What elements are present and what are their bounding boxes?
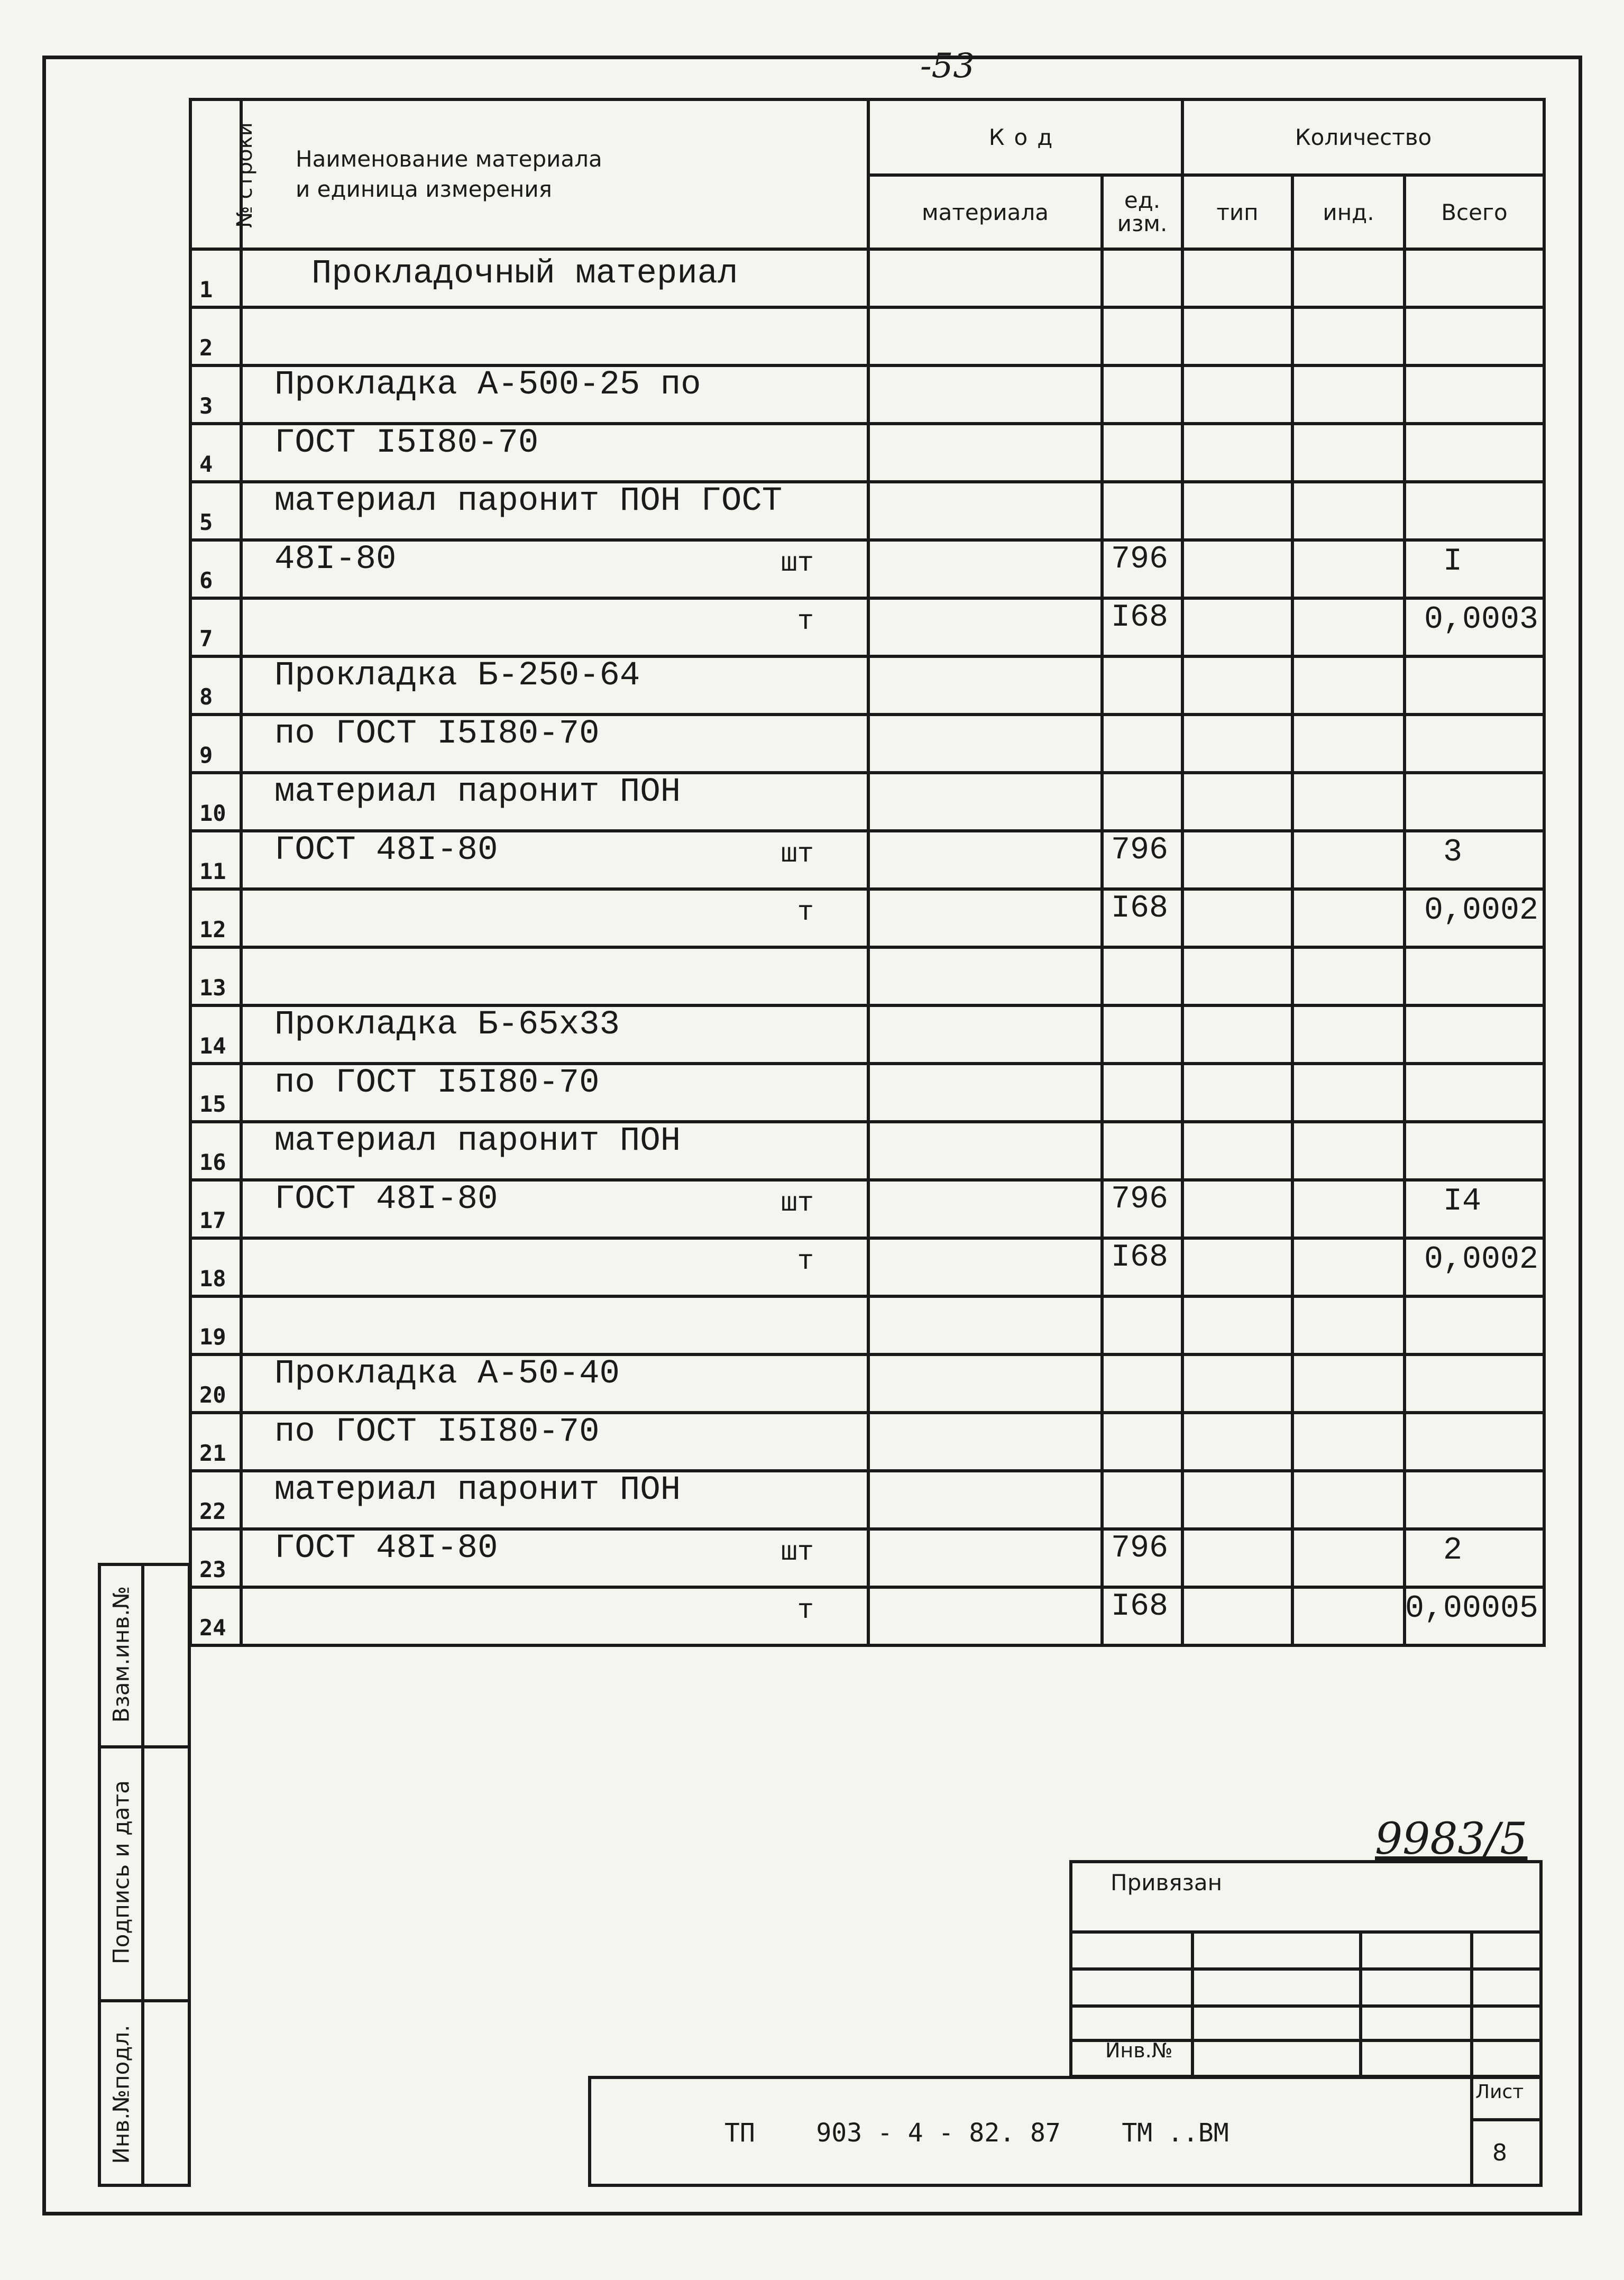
unit-code-cell: I68 xyxy=(1102,1587,1182,1645)
material-name-cell xyxy=(241,249,868,307)
table-row xyxy=(190,1064,1544,1122)
material-code-cell xyxy=(868,1064,1102,1122)
left-stamp-divider xyxy=(98,1745,191,1748)
material-name-cell xyxy=(241,1064,868,1122)
material-code-cell xyxy=(868,1354,1102,1413)
row-number: 5 xyxy=(190,482,241,540)
row-number: 10 xyxy=(190,773,241,831)
qty-type-cell xyxy=(1182,1354,1292,1413)
material-name: материал паронит ПОН ГОСТ xyxy=(274,482,783,520)
qty-type-cell xyxy=(1182,598,1292,656)
material-name-cell xyxy=(241,1005,868,1064)
row-number: 17 xyxy=(190,1180,241,1238)
material-code-cell xyxy=(868,307,1102,365)
qty-type-cell xyxy=(1182,1064,1292,1122)
table-row xyxy=(190,540,1544,598)
qty-total-cell xyxy=(1405,1064,1544,1122)
qty-ind-cell xyxy=(1292,1122,1405,1180)
table-row xyxy=(190,1180,1544,1238)
left-stamp-divider xyxy=(98,1999,191,2002)
qty-ind-cell xyxy=(1292,307,1405,365)
material-name: Прокладочный материал xyxy=(311,255,738,293)
unit-code-cell xyxy=(1102,1413,1182,1471)
qty-ind-cell xyxy=(1292,656,1405,715)
material-name-cell xyxy=(241,1354,868,1413)
material-name: Прокладка Б-65х33 xyxy=(274,1006,620,1044)
qty-total-cell xyxy=(1405,1354,1544,1413)
material-code-cell xyxy=(868,540,1102,598)
material-code-cell xyxy=(868,424,1102,482)
qty-total-cell xyxy=(1405,1122,1544,1180)
qty-type-cell xyxy=(1182,1471,1292,1529)
row-number: 8 xyxy=(190,656,241,715)
qty-total-value: I4 xyxy=(1443,1184,1482,1220)
quantity-header: Количество xyxy=(1182,99,1544,175)
qty-ind-cell xyxy=(1292,1587,1405,1645)
material-code-cell xyxy=(868,1471,1102,1529)
qty-ind-cell xyxy=(1292,1064,1405,1122)
qty-total-cell xyxy=(1405,773,1544,831)
qty-ind-cell xyxy=(1292,1238,1405,1296)
qty-total-cell xyxy=(1405,1005,1544,1064)
qty-ind-cell xyxy=(1292,249,1405,307)
qty-total-cell xyxy=(1405,1587,1544,1645)
qty-type-cell xyxy=(1182,947,1292,1005)
inv-vzam-label: Взам.инв.№ xyxy=(108,1586,134,1723)
qty-type-cell xyxy=(1182,1180,1292,1238)
table-row xyxy=(190,1122,1544,1180)
sign-date-label: Подпись и дата xyxy=(108,1780,134,1964)
material-name-cell xyxy=(241,1122,868,1180)
unit-code-cell xyxy=(1102,1471,1182,1529)
binding-stamp-col xyxy=(1191,1930,1194,2078)
table-row xyxy=(190,947,1544,1005)
qty-total-cell xyxy=(1405,831,1544,889)
material-name-cell xyxy=(241,424,868,482)
material-name: 48I-80 xyxy=(274,541,397,579)
material-name-cell xyxy=(241,1529,868,1587)
unit-code-cell xyxy=(1102,482,1182,540)
unit-name: шт xyxy=(781,548,814,579)
table-row xyxy=(190,365,1544,424)
material-code-cell xyxy=(868,773,1102,831)
qty-type-cell xyxy=(1182,889,1292,947)
material-name-cell xyxy=(241,1238,868,1296)
material-name: материал паронит ПОН xyxy=(274,1471,681,1509)
binding-stamp-col xyxy=(1470,1930,1473,2078)
inv-orig-label: Инв.№подл. xyxy=(108,2025,134,2164)
table-row xyxy=(190,831,1544,889)
material-code-cell xyxy=(868,656,1102,715)
row-number: 24 xyxy=(190,1587,241,1645)
unit-code-cell xyxy=(1102,1005,1182,1064)
unit-code-cell xyxy=(1102,1064,1182,1122)
qty-type-cell xyxy=(1182,1587,1292,1645)
qty-total-cell xyxy=(1405,1296,1544,1354)
table-row xyxy=(190,1413,1544,1471)
table-row xyxy=(190,1005,1544,1064)
unit-code-cell xyxy=(1102,249,1182,307)
table-row xyxy=(190,1471,1544,1529)
material-name-cell xyxy=(241,598,868,656)
qty-total-header: Всего xyxy=(1405,175,1544,249)
table-row xyxy=(190,1354,1544,1413)
table-row xyxy=(190,656,1544,715)
unit-code-cell: 796 xyxy=(1102,1180,1182,1238)
qty-total-cell xyxy=(1405,889,1544,947)
table-row xyxy=(190,1529,1544,1587)
material-code-cell xyxy=(868,831,1102,889)
table-row xyxy=(190,424,1544,482)
unit-code-cell xyxy=(1102,1122,1182,1180)
material-name-cell xyxy=(241,715,868,773)
qty-type-cell xyxy=(1182,1122,1292,1180)
qty-ind-cell xyxy=(1292,889,1405,947)
unit-code-cell xyxy=(1102,715,1182,773)
row-number: 15 xyxy=(190,1064,241,1122)
qty-ind-cell xyxy=(1292,598,1405,656)
qty-ind-cell xyxy=(1292,1005,1405,1064)
qty-type-cell xyxy=(1182,1413,1292,1471)
material-code-cell xyxy=(868,1529,1102,1587)
sheet-label: Лист xyxy=(1475,2081,1524,2103)
qty-ind-cell xyxy=(1292,1180,1405,1238)
qty-ind-cell xyxy=(1292,831,1405,889)
row-number: 12 xyxy=(190,889,241,947)
material-name: ГОСТ 48I-80 xyxy=(274,1530,498,1568)
qty-ind-header: инд. xyxy=(1292,175,1405,249)
material-name-cell xyxy=(241,889,868,947)
code-material-header: материала xyxy=(868,175,1102,249)
row-number: 9 xyxy=(190,715,241,773)
table-row xyxy=(190,889,1544,947)
material-code-cell xyxy=(868,889,1102,947)
qty-total-cell xyxy=(1405,715,1544,773)
row-number: 13 xyxy=(190,947,241,1005)
material-code-cell xyxy=(868,365,1102,424)
qty-type-cell xyxy=(1182,1529,1292,1587)
binding-stamp-col xyxy=(1359,1930,1362,2078)
qty-type-cell xyxy=(1182,540,1292,598)
qty-total-cell xyxy=(1405,482,1544,540)
material-name: материал паронит ПОН xyxy=(274,773,681,811)
unit-code-cell: 796 xyxy=(1102,1529,1182,1587)
qty-total-value: 0,0003 xyxy=(1424,602,1538,638)
qty-type-cell xyxy=(1182,1005,1292,1064)
unit-name: т xyxy=(797,606,814,637)
material-name-cell xyxy=(241,947,868,1005)
row-number: 11 xyxy=(190,831,241,889)
material-code-cell xyxy=(868,1122,1102,1180)
row-number: 22 xyxy=(190,1471,241,1529)
title-block-sheet-divider xyxy=(1470,2076,1473,2187)
qty-ind-cell xyxy=(1292,540,1405,598)
material-name: Прокладка А-500-25 по xyxy=(274,366,701,404)
qty-ind-cell xyxy=(1292,1296,1405,1354)
unit-code-cell xyxy=(1102,307,1182,365)
material-name-cell xyxy=(241,1180,868,1238)
unit-code-cell xyxy=(1102,424,1182,482)
qty-type-cell xyxy=(1182,1238,1292,1296)
qty-ind-cell xyxy=(1292,1354,1405,1413)
material-name: ГОСТ 48I-80 xyxy=(274,831,498,869)
qty-total-cell xyxy=(1405,1471,1544,1529)
material-code-cell xyxy=(868,1180,1102,1238)
qty-type-cell xyxy=(1182,365,1292,424)
table-row xyxy=(190,1587,1544,1645)
code-header: Код xyxy=(868,99,1182,175)
unit-code-cell xyxy=(1102,365,1182,424)
privyazan-label: Привязан xyxy=(1111,1870,1223,1896)
material-name: ГОСТ 48I-80 xyxy=(274,1180,498,1219)
materials-table xyxy=(189,98,1546,1647)
material-name: по ГОСТ I5I80-70 xyxy=(274,715,600,753)
page-mark: -53 xyxy=(920,47,975,86)
qty-total-cell xyxy=(1405,365,1544,424)
unit-code-cell xyxy=(1102,947,1182,1005)
qty-ind-cell xyxy=(1292,773,1405,831)
material-name-cell xyxy=(241,773,868,831)
table-row xyxy=(190,1296,1544,1354)
material-name-cell xyxy=(241,365,868,424)
qty-ind-cell xyxy=(1292,1413,1405,1471)
unit-code-cell xyxy=(1102,773,1182,831)
material-code-cell xyxy=(868,1238,1102,1296)
sheet-number: 8 xyxy=(1492,2139,1507,2166)
material-name-cell xyxy=(241,482,868,540)
row-number: 20 xyxy=(190,1354,241,1413)
unit-name: т xyxy=(797,1595,814,1626)
qty-total-value: 0,0002 xyxy=(1424,893,1538,929)
table-row xyxy=(190,1238,1544,1296)
table-row xyxy=(190,773,1544,831)
unit-code-cell xyxy=(1102,1354,1182,1413)
unit-code-cell: 796 xyxy=(1102,540,1182,598)
qty-ind-cell xyxy=(1292,715,1405,773)
qty-ind-cell xyxy=(1292,1471,1405,1529)
row-number: 21 xyxy=(190,1413,241,1471)
qty-ind-cell xyxy=(1292,424,1405,482)
qty-total-value: 0,0002 xyxy=(1424,1242,1538,1278)
qty-total-cell xyxy=(1405,1180,1544,1238)
material-name: по ГОСТ I5I80-70 xyxy=(274,1064,600,1102)
row-number: 4 xyxy=(190,424,241,482)
row-number: 6 xyxy=(190,540,241,598)
qty-total-cell xyxy=(1405,947,1544,1005)
qty-total-cell xyxy=(1405,424,1544,482)
qty-type-cell xyxy=(1182,773,1292,831)
qty-type-cell xyxy=(1182,715,1292,773)
row-number: 2 xyxy=(190,307,241,365)
unit-name: шт xyxy=(781,839,814,870)
qty-total-value: 0,00005 xyxy=(1405,1591,1538,1627)
material-name-cell xyxy=(241,656,868,715)
row-number: 23 xyxy=(190,1529,241,1587)
qty-total-value: 3 xyxy=(1443,835,1463,871)
material-name-header: Наименование материала и единица измерения xyxy=(241,99,868,249)
material-code-cell xyxy=(868,249,1102,307)
material-code-cell xyxy=(868,715,1102,773)
material-code-cell xyxy=(868,1413,1102,1471)
material-code-cell xyxy=(868,482,1102,540)
material-code-cell xyxy=(868,1587,1102,1645)
material-name: Прокладка Б-250-64 xyxy=(274,657,640,695)
material-name: материал паронит ПОН xyxy=(274,1122,681,1160)
unit-code-cell xyxy=(1102,1296,1182,1354)
material-name: ГОСТ I5I80-70 xyxy=(274,424,539,462)
unit-name: т xyxy=(797,897,814,928)
material-code-cell xyxy=(868,1296,1102,1354)
material-name-cell xyxy=(241,307,868,365)
qty-type-cell xyxy=(1182,424,1292,482)
qty-type-cell xyxy=(1182,1296,1292,1354)
qty-type-header: тип xyxy=(1182,175,1292,249)
table-row xyxy=(190,715,1544,773)
unit-code-cell: I68 xyxy=(1102,1238,1182,1296)
qty-total-cell xyxy=(1405,1238,1544,1296)
row-number: 18 xyxy=(190,1238,241,1296)
material-name-cell xyxy=(241,831,868,889)
row-number: 14 xyxy=(190,1005,241,1064)
unit-name: шт xyxy=(781,1188,814,1219)
unit-code-cell: I68 xyxy=(1102,598,1182,656)
inv-no-label: Инв.№ xyxy=(1105,2039,1173,2062)
code-unit-header: ед. изм. xyxy=(1102,175,1182,249)
row-number: 16 xyxy=(190,1122,241,1180)
qty-ind-cell xyxy=(1292,1529,1405,1587)
qty-type-cell xyxy=(1182,249,1292,307)
material-name: по ГОСТ I5I80-70 xyxy=(274,1413,600,1451)
table-row xyxy=(190,307,1544,365)
qty-ind-cell xyxy=(1292,365,1405,424)
material-name-cell xyxy=(241,1296,868,1354)
row-number: 7 xyxy=(190,598,241,656)
qty-total-cell xyxy=(1405,1413,1544,1471)
material-name-cell xyxy=(241,540,868,598)
row-number: 3 xyxy=(190,365,241,424)
material-code-cell xyxy=(868,947,1102,1005)
unit-code-cell xyxy=(1102,656,1182,715)
row-number: 19 xyxy=(190,1296,241,1354)
unit-code-cell: 796 xyxy=(1102,831,1182,889)
material-code-cell xyxy=(868,1005,1102,1064)
unit-code-cell: I68 xyxy=(1102,889,1182,947)
table-row xyxy=(190,482,1544,540)
qty-total-value: I xyxy=(1443,544,1463,580)
material-name-cell xyxy=(241,1471,868,1529)
handwritten-number: 9983/5 xyxy=(1375,1814,1528,1864)
title-block-sheet-line xyxy=(1470,2118,1543,2121)
qty-total-cell xyxy=(1405,598,1544,656)
qty-ind-cell xyxy=(1292,482,1405,540)
qty-total-cell xyxy=(1405,1529,1544,1587)
qty-type-cell xyxy=(1182,831,1292,889)
qty-total-cell xyxy=(1405,656,1544,715)
unit-name: т xyxy=(797,1246,814,1277)
qty-total-cell xyxy=(1405,540,1544,598)
qty-type-cell xyxy=(1182,307,1292,365)
qty-total-cell xyxy=(1405,249,1544,307)
document-designation: ТП 903 - 4 - 82. 87 ТМ ..ВМ xyxy=(724,2118,1229,2148)
qty-total-cell xyxy=(1405,307,1544,365)
material-name: Прокладка А-50-40 xyxy=(274,1355,620,1393)
table-row xyxy=(190,598,1544,656)
row-number-header: № строки xyxy=(190,99,241,249)
unit-name: шт xyxy=(781,1537,814,1568)
material-code-cell xyxy=(868,598,1102,656)
material-name-cell xyxy=(241,1413,868,1471)
qty-type-cell xyxy=(1182,656,1292,715)
material-name-cell xyxy=(241,1587,868,1645)
row-number: 1 xyxy=(190,249,241,307)
table-row xyxy=(190,249,1544,307)
qty-ind-cell xyxy=(1292,947,1405,1005)
qty-total-value: 2 xyxy=(1443,1533,1463,1569)
qty-type-cell xyxy=(1182,482,1292,540)
